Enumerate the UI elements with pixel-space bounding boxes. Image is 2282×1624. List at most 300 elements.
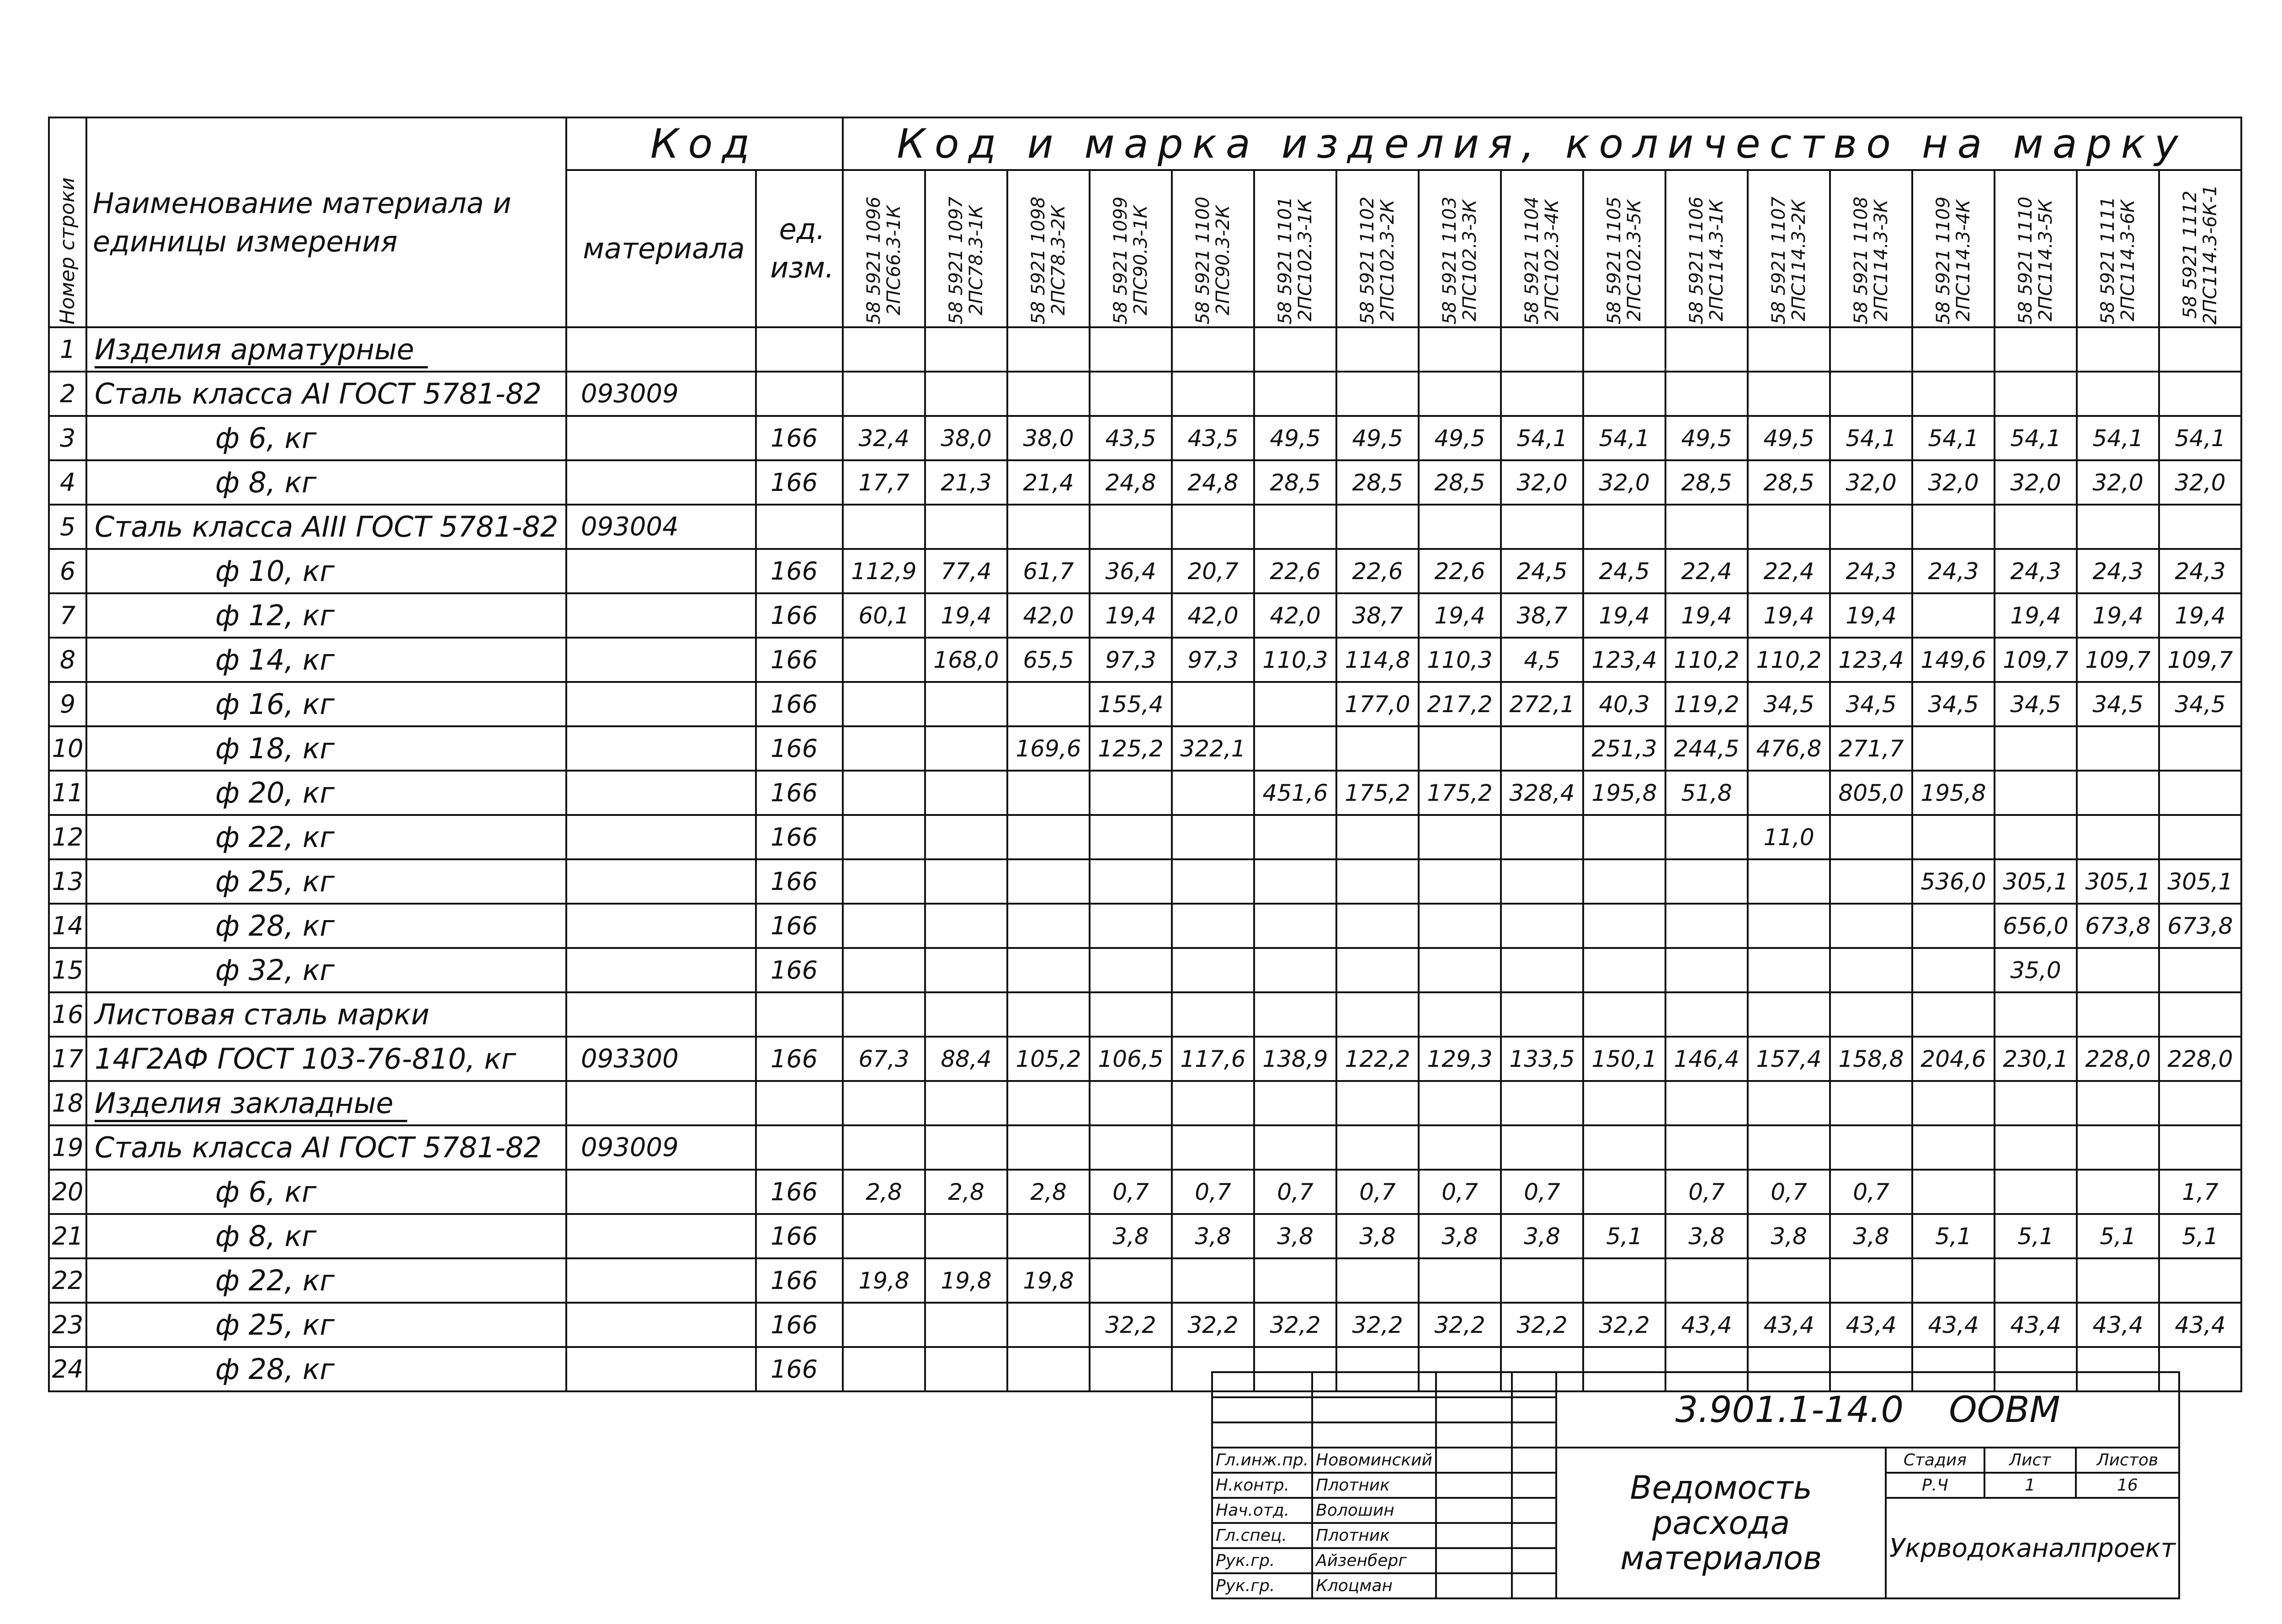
- signature: [1436, 1523, 1512, 1548]
- table-row: [49, 1214, 2241, 1258]
- quantity-cell: [1830, 327, 1912, 372]
- quantity-cell: [1748, 859, 1830, 904]
- unit-code: [756, 1081, 843, 1125]
- quantity-cell: 42,0: [1007, 593, 1090, 638]
- quantity-cell: [1336, 859, 1419, 904]
- quantity-cell: [1912, 948, 1995, 992]
- quantity-cell: [1254, 904, 1336, 948]
- signer-role: Гл.инж.пр.: [1212, 1448, 1312, 1473]
- quantity-cell: [1665, 948, 1748, 992]
- quantity-cell: [1007, 1303, 1090, 1347]
- quantity-cell: [2077, 815, 2159, 859]
- quantity-cell: 40,3: [1583, 682, 1665, 726]
- quantity-cell: [1419, 726, 1501, 771]
- unit-code: [756, 1125, 843, 1170]
- table-row: [49, 505, 2241, 549]
- quantity-cell: [1007, 327, 1090, 372]
- unit-code: 166: [756, 1258, 843, 1303]
- product-header: [2077, 170, 2159, 327]
- quantity-cell: [1995, 1125, 2077, 1170]
- quantity-cell: 32,2: [1501, 1303, 1583, 1347]
- quantity-cell: 476,8: [1748, 726, 1830, 771]
- unit-code: 166: [756, 416, 843, 460]
- row-number: 13: [49, 859, 86, 904]
- quantity-cell: 38,0: [1007, 416, 1090, 460]
- quantity-cell: [2159, 771, 2241, 815]
- quantity-cell: 177,0: [1336, 682, 1419, 726]
- quantity-cell: 24,3: [1995, 549, 2077, 593]
- quantity-cell: [1007, 948, 1090, 992]
- quantity-cell: [1172, 1258, 1254, 1303]
- quantity-cell: [1501, 1125, 1583, 1170]
- quantity-cell: [1583, 327, 1665, 372]
- quantity-cell: [2077, 726, 2159, 771]
- quantity-cell: [843, 771, 925, 815]
- quantity-cell: [1090, 815, 1172, 859]
- material-code: [566, 1170, 756, 1214]
- product-mark: 2ПС78.3-2К: [1048, 205, 1069, 316]
- quantity-cell: [1090, 372, 1172, 416]
- quantity-cell: 32,2: [1090, 1303, 1172, 1347]
- quantity-cell: [1748, 1258, 1830, 1303]
- quantity-cell: [1501, 948, 1583, 992]
- quantity-cell: [1336, 327, 1419, 372]
- signer-name: Айзенберг: [1312, 1548, 1436, 1573]
- material-name: ф 20, кг: [86, 771, 566, 815]
- product-mark: 2ПС114.3-2К: [1788, 199, 1809, 322]
- quantity-cell: 60,1: [843, 593, 925, 638]
- quantity-cell: 34,5: [2159, 682, 2241, 726]
- product-mark: 2ПС90.3-1К: [1130, 205, 1151, 316]
- signer-name: Плотник: [1312, 1473, 1436, 1498]
- quantity-cell: 0,7: [1419, 1170, 1501, 1214]
- quantity-cell: [2077, 1125, 2159, 1170]
- quantity-cell: [1090, 1081, 1172, 1125]
- row-number: 6: [49, 549, 86, 593]
- product-mark: 2ПС102.3-3К: [1459, 199, 1480, 322]
- unit-code: 166: [756, 1214, 843, 1258]
- quantity-cell: [1254, 859, 1336, 904]
- quantity-cell: 195,8: [1583, 771, 1665, 815]
- quantity-cell: 34,5: [1748, 682, 1830, 726]
- quantity-cell: 0,7: [1336, 1170, 1419, 1214]
- quantity-cell: 19,4: [1830, 593, 1912, 638]
- quantity-cell: 61,7: [1007, 549, 1090, 593]
- quantity-cell: [1995, 815, 2077, 859]
- quantity-cell: 24,3: [2077, 549, 2159, 593]
- row-number: 1: [49, 327, 86, 372]
- quantity-cell: 21,3: [925, 460, 1007, 505]
- quantity-cell: [1419, 859, 1501, 904]
- material-name: Сталь класса АI ГОСТ 5781-82: [86, 1125, 566, 1170]
- row-number: 15: [49, 948, 86, 992]
- quantity-cell: [843, 1303, 925, 1347]
- quantity-cell: 28,5: [1336, 460, 1419, 505]
- stage-label: Стадия: [1886, 1448, 1984, 1473]
- quantity-cell: [1583, 948, 1665, 992]
- material-name: ф 22, кг: [86, 1258, 566, 1303]
- quantity-cell: [925, 1303, 1007, 1347]
- quantity-cell: [1090, 771, 1172, 815]
- quantity-cell: 32,2: [1254, 1303, 1336, 1347]
- quantity-cell: [1501, 992, 1583, 1037]
- table-row: [49, 682, 2241, 726]
- table-row: [49, 549, 2241, 593]
- quantity-cell: [1336, 904, 1419, 948]
- quantity-cell: [1912, 327, 1995, 372]
- quantity-cell: 19,4: [1419, 593, 1501, 638]
- quantity-cell: 19,4: [1583, 593, 1665, 638]
- quantity-cell: 149,6: [1912, 638, 1995, 682]
- unit-code: 166: [756, 682, 843, 726]
- quantity-cell: [1912, 904, 1995, 948]
- quantity-cell: 3,8: [1254, 1214, 1336, 1258]
- quantity-cell: [1172, 815, 1254, 859]
- quantity-cell: 3,8: [1501, 1214, 1583, 1258]
- product-header: [1254, 170, 1336, 327]
- quantity-cell: [2159, 948, 2241, 992]
- quantity-cell: [1912, 1258, 1995, 1303]
- quantity-cell: 3,8: [1090, 1214, 1172, 1258]
- product-header: [1748, 170, 1830, 327]
- material-code: [566, 1258, 756, 1303]
- quantity-cell: [2159, 1081, 2241, 1125]
- quantity-cell: 54,1: [1830, 416, 1912, 460]
- product-header: [2159, 170, 2241, 327]
- quantity-cell: [925, 1125, 1007, 1170]
- material-name: ф 14, кг: [86, 638, 566, 682]
- quantity-cell: 32,0: [1583, 460, 1665, 505]
- product-code: 58 5921 1106: [1686, 197, 1707, 325]
- material-code: 093300: [566, 1037, 756, 1081]
- quantity-cell: [2077, 505, 2159, 549]
- quantity-cell: [2077, 948, 2159, 992]
- quantity-cell: 42,0: [1172, 593, 1254, 638]
- quantity-cell: 3,8: [1830, 1214, 1912, 1258]
- signer-role: Н.контр.: [1212, 1473, 1312, 1498]
- quantity-cell: [1007, 1125, 1090, 1170]
- unit-code: 166: [756, 904, 843, 948]
- quantity-cell: [2077, 992, 2159, 1037]
- product-mark: 2ПС114.3-1К: [1706, 199, 1727, 322]
- quantity-cell: [1007, 372, 1090, 416]
- quantity-cell: [925, 771, 1007, 815]
- quantity-cell: 24,3: [1830, 549, 1912, 593]
- quantity-cell: [1419, 1258, 1501, 1303]
- quantity-cell: [2077, 771, 2159, 815]
- quantity-cell: 129,3: [1419, 1037, 1501, 1081]
- product-code: 58 5921 1097: [946, 197, 967, 325]
- quantity-cell: 88,4: [925, 1037, 1007, 1081]
- quantity-cell: 49,5: [1665, 416, 1748, 460]
- product-header: [925, 170, 1007, 327]
- quantity-cell: 3,8: [1419, 1214, 1501, 1258]
- stage-value: Р.Ч: [1886, 1473, 1984, 1498]
- quantity-cell: 24,5: [1501, 549, 1583, 593]
- quantity-cell: [1583, 904, 1665, 948]
- quantity-cell: 42,0: [1254, 593, 1336, 638]
- quantity-cell: [1419, 904, 1501, 948]
- quantity-cell: 157,4: [1748, 1037, 1830, 1081]
- material-name: ф 8, кг: [86, 1214, 566, 1258]
- quantity-cell: 0,7: [1665, 1170, 1748, 1214]
- quantity-cell: [1912, 1081, 1995, 1125]
- quantity-cell: 24,3: [1912, 549, 1995, 593]
- product-header: [1336, 170, 1419, 327]
- quantity-cell: 20,7: [1172, 549, 1254, 593]
- quantity-cell: [1995, 771, 2077, 815]
- quantity-cell: 32,0: [1830, 460, 1912, 505]
- quantity-cell: 105,2: [1007, 1037, 1090, 1081]
- quantity-cell: [1172, 992, 1254, 1037]
- quantity-cell: [1748, 505, 1830, 549]
- quantity-cell: 5,1: [2077, 1214, 2159, 1258]
- product-code: 58 5921 1111: [2097, 197, 2118, 325]
- quantity-cell: 138,9: [1254, 1037, 1336, 1081]
- material-code: 093009: [566, 372, 756, 416]
- quantity-cell: 244,5: [1665, 726, 1748, 771]
- quantity-cell: 2,8: [1007, 1170, 1090, 1214]
- quantity-cell: [1254, 327, 1336, 372]
- quantity-cell: 5,1: [2159, 1214, 2241, 1258]
- product-code: 58 5921 1109: [1933, 197, 1954, 325]
- quantity-cell: 305,1: [2077, 859, 2159, 904]
- quantity-cell: 305,1: [1995, 859, 2077, 904]
- unit-code: [756, 327, 843, 372]
- quantity-cell: 673,8: [2159, 904, 2241, 948]
- product-header: [1090, 170, 1172, 327]
- material-code: [566, 416, 756, 460]
- table-row: [49, 593, 2241, 638]
- quantity-cell: [2077, 1081, 2159, 1125]
- quantity-cell: 38,7: [1501, 593, 1583, 638]
- material-name: ф 25, кг: [86, 859, 566, 904]
- table-row: [49, 1081, 2241, 1125]
- product-code: 58 5921 1103: [1439, 197, 1460, 325]
- quantity-cell: [925, 372, 1007, 416]
- quantity-cell: 451,6: [1254, 771, 1336, 815]
- quantity-cell: [1501, 372, 1583, 416]
- quantity-cell: [1748, 992, 1830, 1037]
- quantity-cell: [925, 1081, 1007, 1125]
- quantity-cell: 22,6: [1254, 549, 1336, 593]
- quantity-cell: [925, 505, 1007, 549]
- table-row: [49, 638, 2241, 682]
- quantity-cell: [843, 815, 925, 859]
- unit-code: 166: [756, 593, 843, 638]
- quantity-cell: [1090, 505, 1172, 549]
- row-number: 14: [49, 904, 86, 948]
- quantity-cell: 49,5: [1254, 416, 1336, 460]
- quantity-cell: [1665, 859, 1748, 904]
- product-header: [1419, 170, 1501, 327]
- quantity-cell: 24,3: [2159, 549, 2241, 593]
- material-code: [566, 992, 756, 1037]
- quantity-cell: 1,7: [2159, 1170, 2241, 1214]
- material-code: 093009: [566, 1125, 756, 1170]
- quantity-cell: [1501, 726, 1583, 771]
- quantity-cell: 5,1: [1583, 1214, 1665, 1258]
- quantity-cell: 67,3: [843, 1037, 925, 1081]
- table-row: [49, 1125, 2241, 1170]
- quantity-cell: 0,7: [1254, 1170, 1336, 1214]
- table-row: [49, 416, 2241, 460]
- quantity-cell: 175,2: [1336, 771, 1419, 815]
- quantity-cell: [1419, 815, 1501, 859]
- row-number-header: Номер строки: [49, 117, 86, 327]
- name-header: Наименование материала и единицы измерения: [86, 117, 566, 327]
- signer-name: Клоцман: [1312, 1573, 1436, 1598]
- quantity-cell: [1583, 1081, 1665, 1125]
- table-row: [49, 992, 2241, 1037]
- row-number: 4: [49, 460, 86, 505]
- row-number: 8: [49, 638, 86, 682]
- unit-code: 166: [756, 1347, 843, 1391]
- quantity-cell: 43,5: [1090, 416, 1172, 460]
- quantity-cell: 28,5: [1748, 460, 1830, 505]
- quantity-cell: 21,4: [1007, 460, 1090, 505]
- quantity-cell: 24,5: [1583, 549, 1665, 593]
- quantity-cell: 32,0: [1912, 460, 1995, 505]
- quantity-cell: [1419, 372, 1501, 416]
- material-code: [566, 948, 756, 992]
- quantity-cell: [1254, 815, 1336, 859]
- quantity-cell: 22,6: [1419, 549, 1501, 593]
- quantity-cell: [1912, 815, 1995, 859]
- quantity-cell: [1172, 859, 1254, 904]
- quantity-cell: [1912, 1125, 1995, 1170]
- quantity-cell: [1995, 1081, 2077, 1125]
- quantity-cell: 32,0: [2159, 460, 2241, 505]
- quantity-cell: [925, 859, 1007, 904]
- quantity-cell: [1336, 1258, 1419, 1303]
- quantity-cell: [1419, 948, 1501, 992]
- quantity-cell: [1748, 948, 1830, 992]
- table-row: [49, 1258, 2241, 1303]
- quantity-cell: [1501, 1081, 1583, 1125]
- quantity-cell: [1007, 505, 1090, 549]
- quantity-cell: 22,4: [1748, 549, 1830, 593]
- quantity-cell: 54,1: [1501, 416, 1583, 460]
- quantity-cell: 11,0: [1748, 815, 1830, 859]
- material-code: [566, 327, 756, 372]
- quantity-cell: [1748, 904, 1830, 948]
- material-code: [566, 1303, 756, 1347]
- material-name: Сталь класса АI ГОСТ 5781-82: [86, 372, 566, 416]
- table-row: [49, 904, 2241, 948]
- quantity-cell: [2159, 815, 2241, 859]
- quantity-cell: 5,1: [1912, 1214, 1995, 1258]
- quantity-cell: [925, 327, 1007, 372]
- quantity-cell: [1665, 505, 1748, 549]
- quantity-cell: 322,1: [1172, 726, 1254, 771]
- quantity-cell: [1090, 859, 1172, 904]
- quantity-cell: [1995, 505, 2077, 549]
- quantity-cell: [1995, 327, 2077, 372]
- quantity-cell: [1583, 1170, 1665, 1214]
- product-mark: 2ПС114.3-3К: [1871, 199, 1892, 322]
- quantity-cell: 150,1: [1583, 1037, 1665, 1081]
- quantity-cell: 110,2: [1665, 638, 1748, 682]
- quantity-cell: 28,5: [1419, 460, 1501, 505]
- signer-role: Рук.гр.: [1212, 1548, 1312, 1573]
- unit-code: 166: [756, 859, 843, 904]
- unit-code: 166: [756, 1303, 843, 1347]
- product-header: [1995, 170, 2077, 327]
- product-mark: 2ПС78.3-1К: [966, 205, 987, 316]
- quantity-cell: 158,8: [1830, 1037, 1912, 1081]
- quantity-cell: 28,5: [1254, 460, 1336, 505]
- quantity-cell: [1172, 505, 1254, 549]
- quantity-cell: 155,4: [1090, 682, 1172, 726]
- products-header: Код и марка изделия, количество на марку: [843, 117, 2241, 170]
- quantity-cell: 43,4: [1665, 1303, 1748, 1347]
- quantity-cell: [1583, 992, 1665, 1037]
- quantity-cell: [1007, 1214, 1090, 1258]
- quantity-cell: 168,0: [925, 638, 1007, 682]
- table-row: [49, 1303, 2241, 1347]
- quantity-cell: [1748, 372, 1830, 416]
- quantity-cell: [1830, 948, 1912, 992]
- quantity-cell: [1007, 859, 1090, 904]
- quantity-cell: 49,5: [1748, 416, 1830, 460]
- quantity-cell: [925, 948, 1007, 992]
- unit-code: [756, 992, 843, 1037]
- quantity-cell: [1090, 904, 1172, 948]
- unit-code: 166: [756, 726, 843, 771]
- quantity-cell: 34,5: [2077, 682, 2159, 726]
- document-title: Ведомость расхода материалов: [1556, 1448, 1886, 1598]
- material-name: ф 8, кг: [86, 460, 566, 505]
- quantity-cell: [1748, 771, 1830, 815]
- quantity-cell: [1090, 327, 1172, 372]
- unit-code: [756, 505, 843, 549]
- product-header: [1583, 170, 1665, 327]
- material-name: ф 28, кг: [86, 1347, 566, 1391]
- quantity-cell: 3,8: [1748, 1214, 1830, 1258]
- quantity-cell: 123,4: [1583, 638, 1665, 682]
- quantity-cell: 3,8: [1665, 1214, 1748, 1258]
- quantity-cell: [1336, 1125, 1419, 1170]
- quantity-cell: 125,2: [1090, 726, 1172, 771]
- product-code: 58 5921 1098: [1028, 197, 1049, 325]
- quantity-cell: [843, 1347, 925, 1391]
- quantity-cell: 5,1: [1995, 1214, 2077, 1258]
- quantity-cell: [925, 726, 1007, 771]
- quantity-cell: 32,0: [1995, 460, 2077, 505]
- quantity-cell: [1501, 859, 1583, 904]
- material-code: [566, 549, 756, 593]
- table-row: [49, 1037, 2241, 1081]
- quantity-cell: [1254, 726, 1336, 771]
- material-code: [566, 815, 756, 859]
- signer-role: Рук.гр.: [1212, 1573, 1312, 1598]
- quantity-cell: 122,2: [1336, 1037, 1419, 1081]
- quantity-cell: 110,2: [1748, 638, 1830, 682]
- quantity-cell: [1336, 505, 1419, 549]
- quantity-cell: 175,2: [1419, 771, 1501, 815]
- quantity-cell: [1912, 992, 1995, 1037]
- quantity-cell: [1912, 1170, 1995, 1214]
- quantity-cell: [1665, 372, 1748, 416]
- quantity-cell: 146,4: [1665, 1037, 1748, 1081]
- quantity-cell: [2077, 1170, 2159, 1214]
- quantity-cell: [1583, 505, 1665, 549]
- quantity-cell: 34,5: [1912, 682, 1995, 726]
- quantity-cell: [1336, 815, 1419, 859]
- row-number: 17: [49, 1037, 86, 1081]
- row-number: 7: [49, 593, 86, 638]
